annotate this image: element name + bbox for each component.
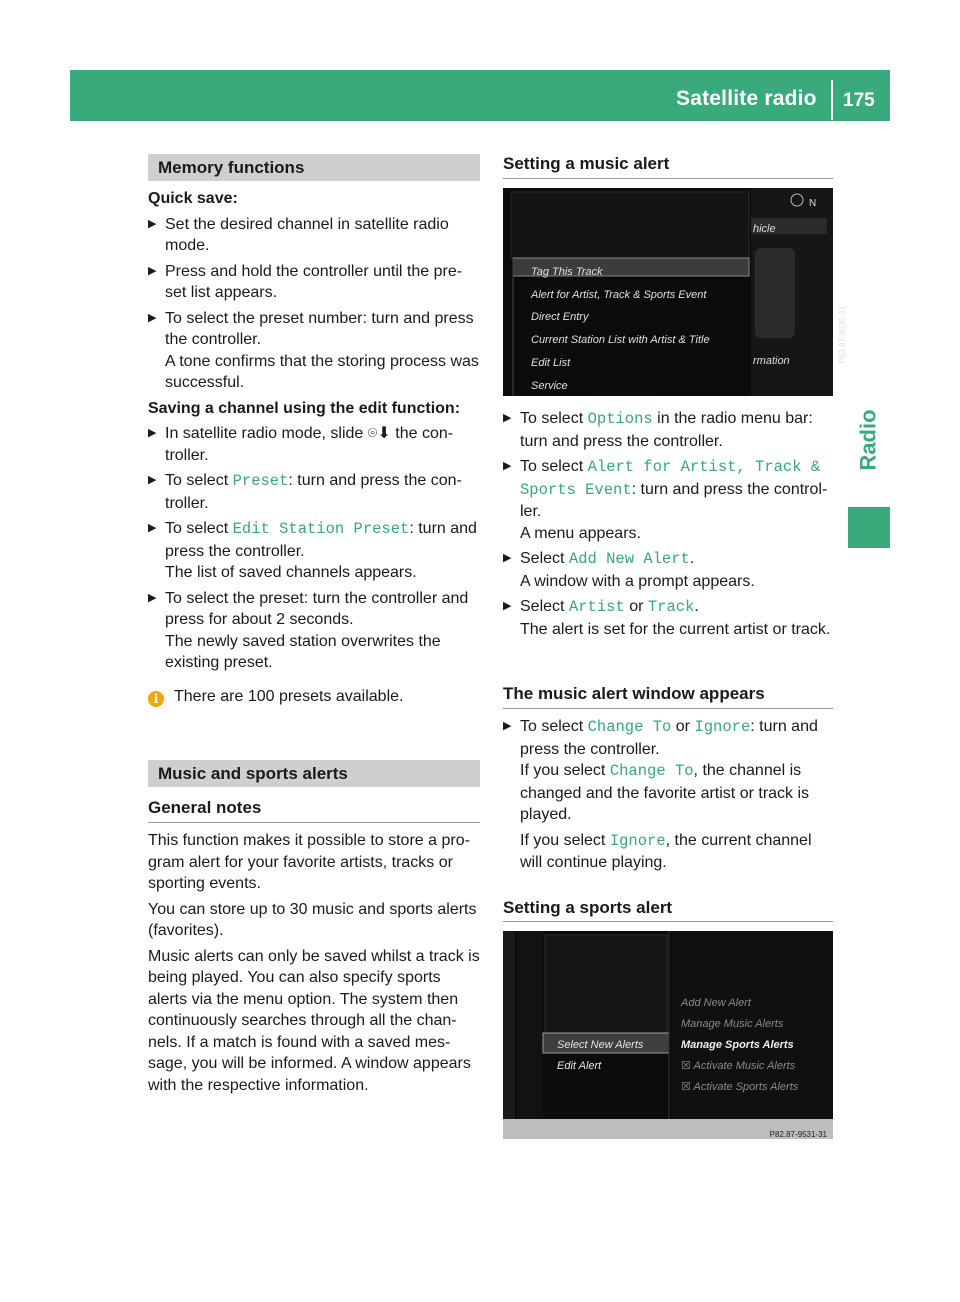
info-note: i There are 100 presets available. <box>148 686 480 708</box>
step: ▶ To select Change To or Ignore: turn and press the controller. If you select Change To, the channel is changed and the favorite artist or track is played. <box>503 718 818 823</box>
menu-item: Tag This Track <box>531 266 603 278</box>
step: ▶ To select the preset: turn the controller and press for about 2 seconds. The newly saved station overwrites the existing preset. <box>148 589 469 671</box>
info-icon: i <box>148 691 164 707</box>
step-result: If you select Ignore, the current channel will continue playing. <box>520 831 812 871</box>
sports-right-menu <box>681 993 798 1098</box>
music-alert-steps <box>503 408 833 644</box>
step-arrow-icon: ▶ <box>148 264 157 277</box>
music-alert-window-steps <box>503 716 833 878</box>
step-arrow-icon: ▶ <box>503 600 512 612</box>
figure-id: P82.87-9531-31 <box>769 1130 827 1139</box>
music-alert-screenshot <box>503 188 847 396</box>
fig-side-bottom: rmation <box>753 355 790 367</box>
menu-item: Select New Alerts <box>557 1039 644 1051</box>
menu-item: ☒ Activate Music Alerts <box>681 1060 796 1072</box>
side-tab <box>848 410 888 470</box>
menu-item: Service <box>531 379 568 392</box>
step-arrow-icon: ▶ <box>148 591 157 604</box>
general-notes-body <box>148 830 480 1100</box>
music-alert-window-heading: The music alert window appears <box>503 684 765 703</box>
checkbox-icon: ☒ <box>681 1060 694 1072</box>
step: ▶ To select Preset: turn and press the con-troller. <box>148 472 462 512</box>
music-alert-menu <box>531 261 710 397</box>
step-arrow-icon: ▶ <box>503 412 512 424</box>
menu-item: Alert for Artist, Track & Sports Event <box>531 288 707 301</box>
step-arrow-icon: ▶ <box>148 311 157 324</box>
heading-rule <box>503 178 833 179</box>
memory-functions-body <box>148 188 480 711</box>
menu-item: Current Station List with Artist & Title <box>531 334 710 347</box>
music-alert-heading: Setting a music alert <box>503 154 670 173</box>
step: ▶ Select Add New Alert. A window with a prompt appears. <box>503 550 755 590</box>
paragraph: This function makes it possible to store a pro-gram alert for your favorite artists, tracks or sporting events. <box>148 832 470 892</box>
menu-item: Manage Sports Alerts <box>681 1039 794 1051</box>
heading-rule <box>148 822 480 823</box>
menu-item: Direct Entry <box>531 311 589 324</box>
sports-alert-heading: Setting a sports alert <box>503 898 673 917</box>
paragraph: Music alerts can only be saved whilst a track is being played. You can also specify sports alerts via the menu option. The system then continuously searches through all the chan-nels. If a match is found with a saved mes-sage, you will be informed. A window appears with the respective information. <box>148 947 480 1094</box>
sports-left-menu <box>557 1035 643 1077</box>
side-block <box>848 507 890 548</box>
quick-save-label: Quick save: <box>148 190 238 207</box>
step: ▶ To select Options in the radio menu bar: turn and press the controller. <box>503 410 813 450</box>
step-arrow-icon: ▶ <box>148 522 157 534</box>
step-arrow-icon: ▶ <box>503 552 512 564</box>
page-title: Satellite radio <box>676 87 817 110</box>
page-number: 175 <box>843 90 875 111</box>
step: ▶ To select Alert for Artist, Track & Sports Event: turn and press the control-ler. A menu appears. <box>503 458 828 542</box>
checkbox-icon: ☒ <box>681 1081 694 1093</box>
step-arrow-icon: ▶ <box>148 427 157 439</box>
general-notes-heading: General notes <box>148 798 262 817</box>
step: ▶ Select Artist or Track. The alert is set for the current artist or track. <box>503 598 831 638</box>
side-tab-label: Radio <box>855 409 881 471</box>
fig-side-vehicle: hicle <box>753 223 776 235</box>
menu-item: ☒ Activate Sports Alerts <box>681 1081 799 1093</box>
step: ▶ Set the desired channel in satellite radio mode. <box>148 215 449 254</box>
step-arrow-icon: ▶ <box>503 720 512 732</box>
step-arrow-icon: ▶ <box>148 474 157 486</box>
music-sports-alerts-title: Music and sports alerts <box>148 760 480 787</box>
step: ▶ To select Edit Station Preset: turn and press the controller. The list of saved channels appears. <box>148 520 477 581</box>
header-divider <box>831 80 833 120</box>
step-arrow-icon: ▶ <box>148 217 157 230</box>
edit-function-label: Saving a channel using the edit function: <box>148 399 461 417</box>
controller-slide-icon: ⌾⬇ <box>367 425 391 442</box>
step-arrow-icon: ▶ <box>503 460 512 472</box>
menu-item: Edit List <box>531 356 571 369</box>
paragraph: You can store up to 30 music and sports alerts (favorites). <box>148 900 477 939</box>
figure-id: P82.87-9530-31 <box>837 306 847 364</box>
heading-rule <box>503 708 833 709</box>
fig-side-top: N <box>809 198 817 209</box>
menu-item: Edit Alert <box>557 1060 602 1072</box>
heading-rule <box>503 921 833 922</box>
sports-alert-screenshot <box>503 931 833 1139</box>
step: ▶ To select the preset number: turn and press the controller. A tone confirms that the storing process was successful. <box>148 309 479 391</box>
memory-functions-title: Memory functions <box>148 154 480 181</box>
step: ▶ Press and hold the controller until the pre-set list appears. <box>148 262 463 301</box>
step: ▶ In satellite radio mode, slide ⌾⬇ the con-troller. <box>148 425 454 464</box>
menu-item: Add New Alert <box>681 997 751 1009</box>
menu-item: Manage Music Alerts <box>681 1018 784 1030</box>
